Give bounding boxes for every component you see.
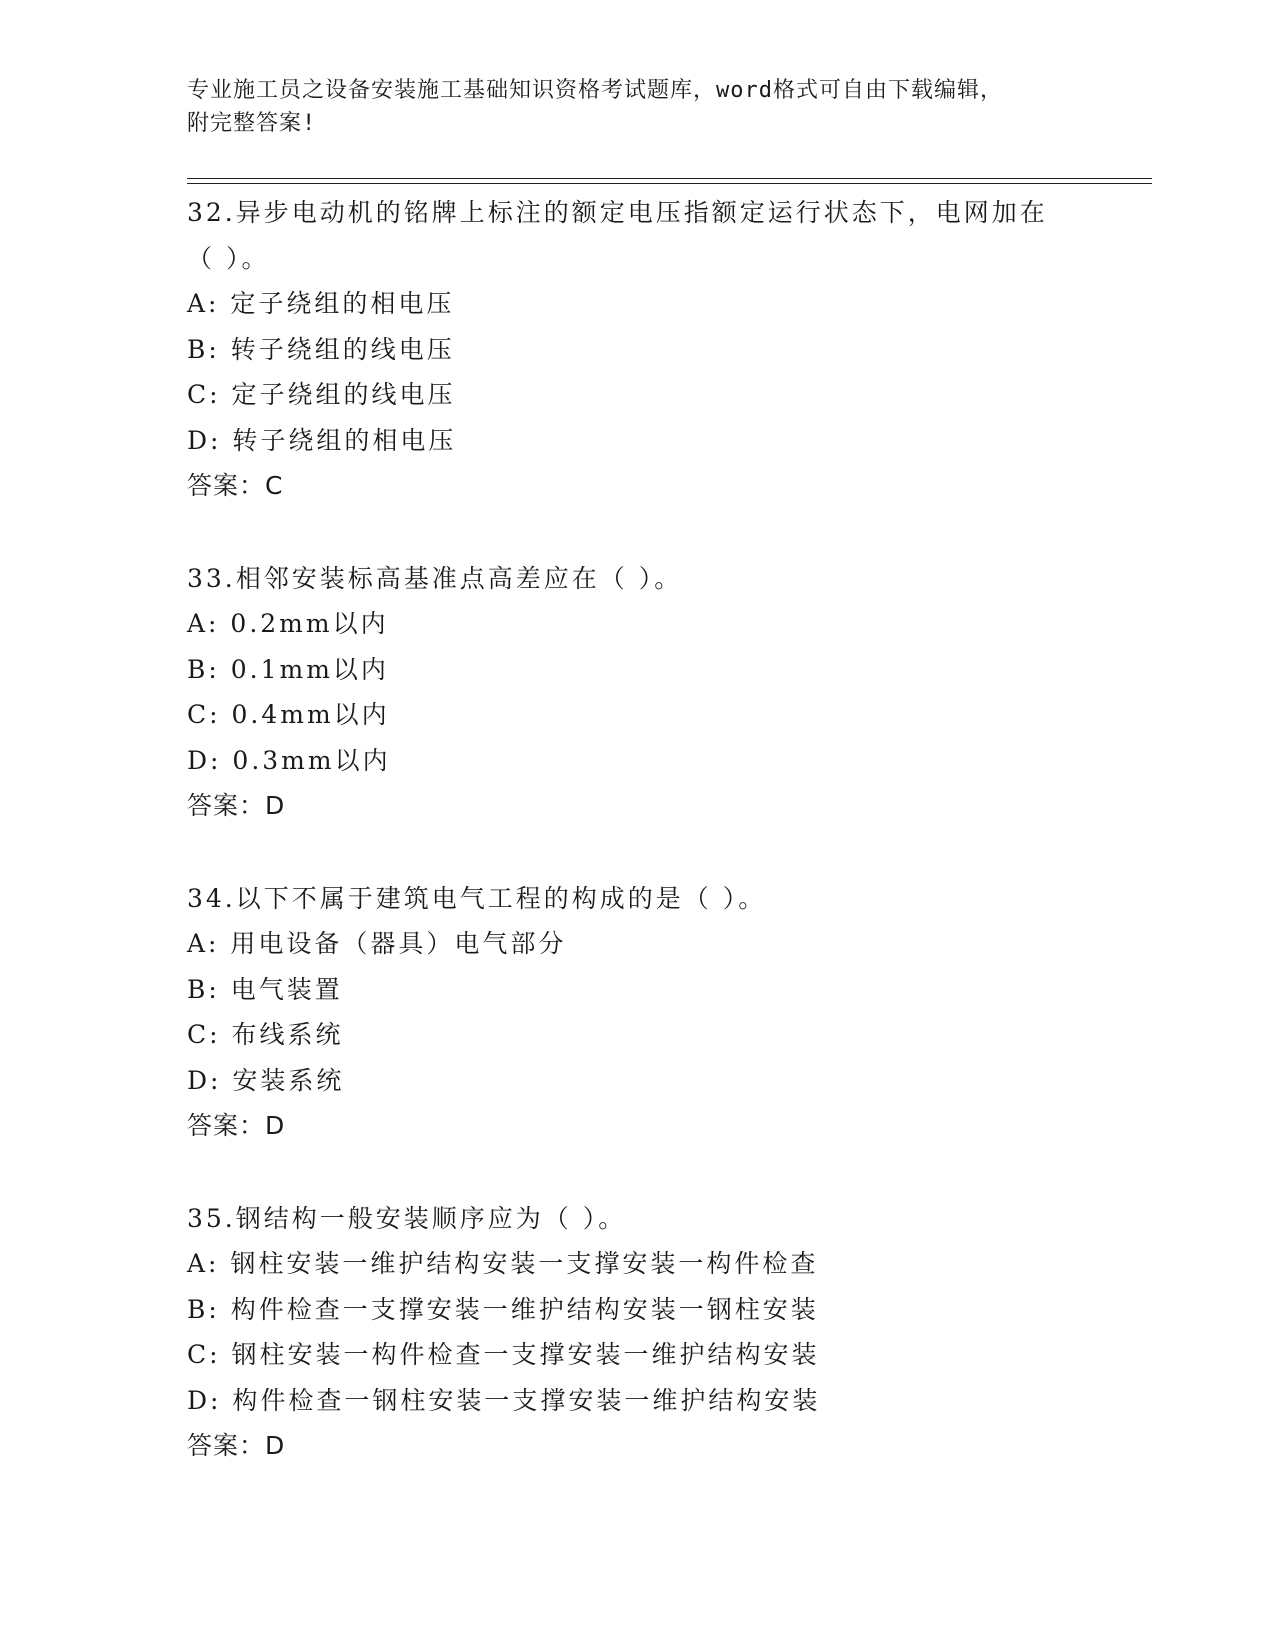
option-b: B: 构件检查一支撑安装一维护结构安装一钢柱安装 [187,1294,819,1324]
question-33 [187,556,1152,829]
question-34 [187,876,1152,1149]
option-a: A: 定子绕组的相电压 [187,289,455,318]
header-divider-bottom [187,183,1152,184]
document-header [187,74,1087,140]
question-stem-continued: （ ）。 [187,243,270,273]
option-a: A: 钢柱安装一维护结构安装一支撑安装一构件检查 [187,1249,819,1278]
answer-line: 答案：D [187,1111,286,1140]
option-c: C: 布线系统 [187,1020,344,1049]
option-c: C: 0.4mm以内 [187,700,390,729]
question-stem: 35.钢结构一般安装顺序应为（ ）。 [187,1203,627,1233]
header-line-1: 专业施工员之设备安装施工基础知识资格考试题库，word格式可自由下载编辑， [187,78,1003,103]
question-stem: 33.相邻安装标高基准点高差应在（ ）。 [187,563,683,593]
question-stem: 32.异步电动机的铭牌上标注的额定电压指额定运行状态下，电网加在 [187,198,1048,227]
option-c: C: 定子绕组的线电压 [187,380,456,409]
answer-line: 答案：C [187,471,284,500]
question-stem: 34.以下不属于建筑电气工程的构成的是（ ）。 [187,883,767,913]
option-b: B: 0.1mm以内 [187,654,389,684]
option-b: B: 电气装置 [187,974,343,1004]
option-d: D: 转子绕组的相电压 [187,425,457,455]
question-35 [187,1196,1152,1469]
option-c: C: 钢柱安装一构件检查一支撑安装一维护结构安装 [187,1340,820,1369]
answer-line: 答案：D [187,1431,286,1460]
option-d: D: 构件检查一钢柱安装一支撑安装一维护结构安装 [187,1385,821,1415]
question-list [187,190,1152,1516]
header-line-2: 附完整答案! [187,111,317,136]
option-a: A: 用电设备（器具）电气部分 [187,929,567,958]
option-a: A: 0.2mm以内 [187,609,389,638]
answer-line: 答案：D [187,791,286,820]
option-b: B: 转子绕组的线电压 [187,334,455,364]
question-32 [187,190,1152,509]
header-divider-top [187,178,1152,179]
option-d: D: 0.3mm以内 [187,745,391,775]
option-d: D: 安装系统 [187,1065,345,1095]
